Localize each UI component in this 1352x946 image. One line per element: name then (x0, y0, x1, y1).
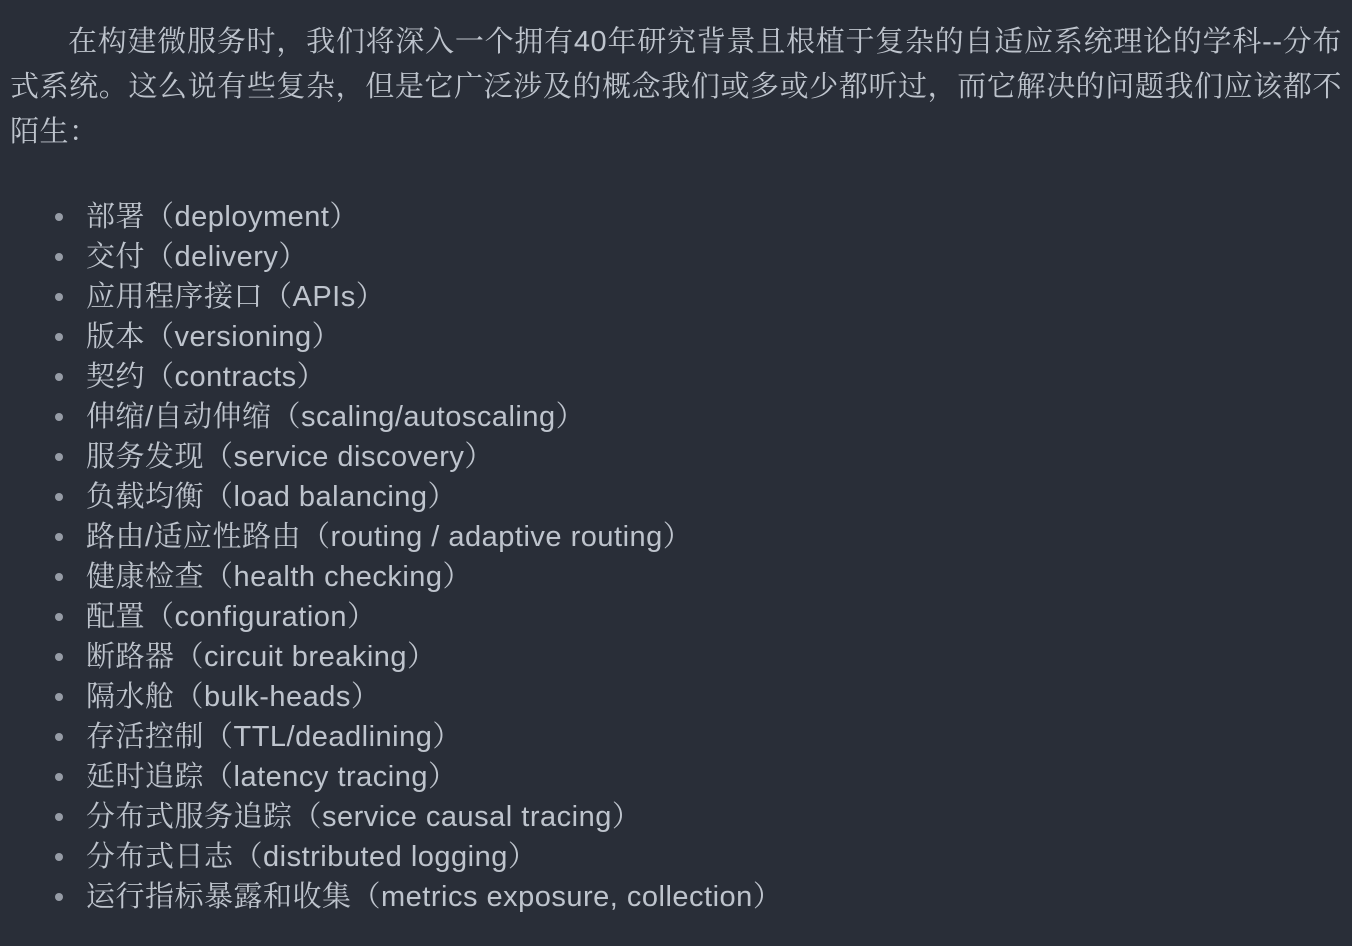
intro-paragraph: 在构建微服务时，我们将深入一个拥有40年研究背景且根植于复杂的自适应系统理论的学科--分布式系统。这么说有些复杂，但是它广泛涉及的概念我们或多或少都听过，而它解决的问题我们应该都不陌生： (10, 26, 1342, 148)
concept-list-item (86, 437, 1342, 477)
concept-list-item (86, 397, 1342, 437)
concept-list-item-text: 版本（versioning） (86, 321, 342, 353)
concept-list-item-text: 路由/适应性路由（routing / adaptive routing） (86, 521, 693, 553)
concept-list-item (86, 837, 1342, 877)
concept-list-item-text: 负载均衡（load balancing） (86, 481, 458, 513)
concept-list-item-text: 延时追踪（latency tracing） (86, 761, 458, 793)
concept-list-item (86, 637, 1342, 677)
concept-list-item-text: 服务发现（service discovery） (86, 441, 494, 473)
concept-list-item (86, 557, 1342, 597)
concept-list-item (86, 317, 1342, 357)
concept-list-item (86, 277, 1342, 317)
concept-list-item-text: 伸缩/自动伸缩（scaling/autoscaling） (86, 401, 586, 433)
concept-list-item (86, 797, 1342, 837)
concept-list-item-text: 存活控制（TTL/deadlining） (86, 721, 462, 753)
concept-list-item-text: 运行指标暴露和收集（metrics exposure, collection） (86, 881, 783, 913)
concept-list-item-text: 健康检查（health checking） (86, 561, 473, 593)
concept-list (10, 197, 1342, 917)
concept-list-item-text: 应用程序接口（APIs） (86, 281, 386, 313)
concept-list-item (86, 477, 1342, 517)
concept-list-item-text: 断路器（circuit breaking） (86, 641, 437, 673)
concept-list-item (86, 197, 1342, 237)
concept-list-item (86, 757, 1342, 797)
concept-list-item-text: 分布式服务追踪（service causal tracing） (86, 801, 642, 833)
concept-list-item-text: 分布式日志（distributed logging） (86, 841, 538, 873)
concept-list-item (86, 717, 1342, 757)
article-body (10, 20, 1342, 917)
concept-list-item-text: 契约（contracts） (86, 361, 327, 393)
concept-list-item (86, 237, 1342, 277)
concept-list-item (86, 877, 1342, 917)
concept-list-item (86, 677, 1342, 717)
concept-list-item (86, 517, 1342, 557)
concept-list-item-text: 隔水舱（bulk-heads） (86, 681, 381, 713)
concept-list-item (86, 597, 1342, 637)
concept-list-item-text: 交付（delivery） (86, 241, 308, 273)
concept-list-item (86, 357, 1342, 397)
concept-list-item-text: 部署（deployment） (86, 201, 359, 233)
concept-list-item-text: 配置（configuration） (86, 601, 377, 633)
